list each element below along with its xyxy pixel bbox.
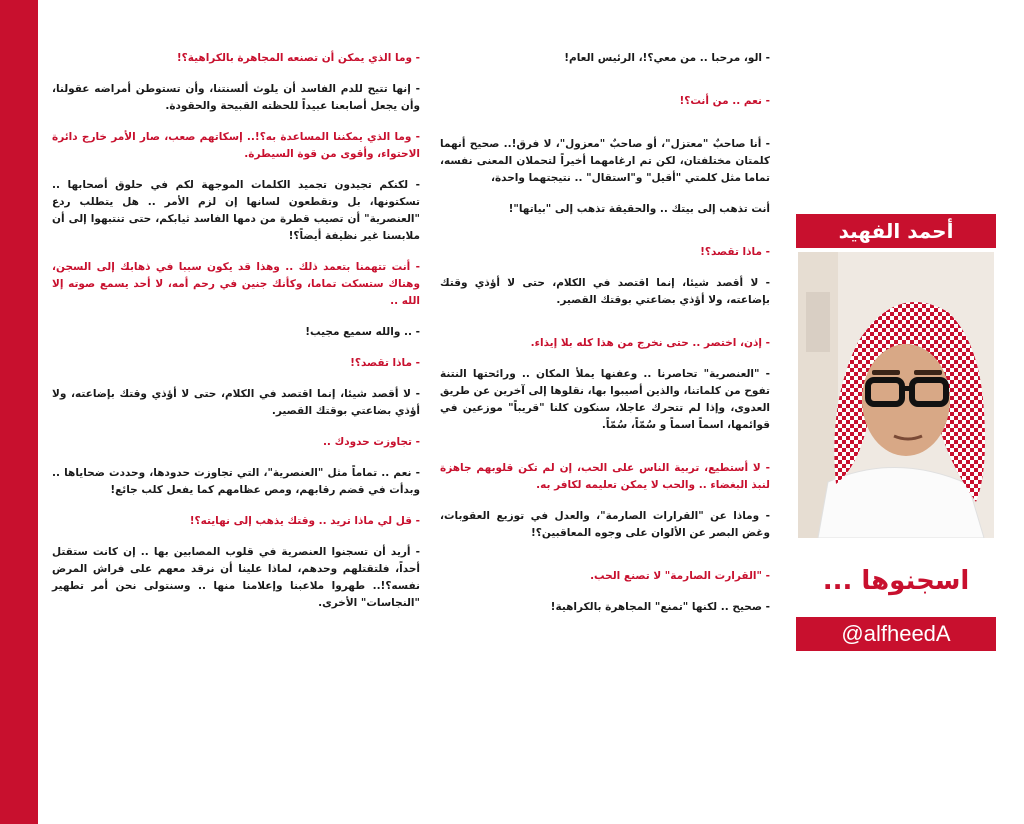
paragraph: - لا أقصد شيئا، إنما اقتصد في الكلام، حتى لا أؤذي وقتك بإضاعته، ولا أؤذي بضاعتي بوقتك القصير. xyxy=(440,277,770,306)
paragraph: - لكنكم تجيدون تجميد الكلمات الموجهة لكم في حلوق أصحابها .. تسكتونها، بل وتقطعون لسانها إن لزم الأمر .. هل يتطلب ردع "العنصرية" أن تصيب قطرة من دمها الفاسد ثيابكم، حتى تنتبهوا إلى أن ملابسنا غير نظيفة أيضاً؟! xyxy=(52,179,420,242)
paragraph: - أنت تتهمنا بتعمد ذلك .. وهذا قد يكون سببا في ذهابك إلى السجن، وهناك ستسكت تماما، وكأنك جنين في رحم أمه، لا أحد يسمع صوته إلا الله .. xyxy=(52,261,420,307)
paragraph: - لا أستطيع، تربية الناس على الحب، إن لم تكن قلوبهم جاهزة لنبذ البغضاء .. والحب لا يمكن تعليمه لكافر به. xyxy=(440,462,770,491)
text-column-left xyxy=(52,50,420,626)
paragraph: - تجاوزت حدودك .. xyxy=(322,436,420,448)
paragraph: - أنا صاحبٌ "معتزل"، أو صاحبٌ "معزول"، لا فرق!.. صحيح أنهما كلمتان مختلفتان، لكن تم ارغامهما أخيراً لتحملان المعنى نفسه، تماما مثل كلمتي "أقيل" و"استقال" .. نتيجتهما واحدة، xyxy=(440,138,770,184)
paragraph: - أريد أن تسجنوا العنصرية في قلوب المصابين بها .. إن كانت ستقتل أحداً، فلتقتلهم وحدهم، لماذا علينا أن نرقد معهم على فراش المرض نفسه؟!.. طهروا ملاعبنا وإعلامنا منها .. وسنتولى نحن أمر تطهير "النجاسات" الأخرى. xyxy=(52,546,420,609)
paragraph: - "القرارت الصارمة" لا تصنع الحب. xyxy=(590,570,770,582)
paragraph: - "العنصرية" تحاصرنا .. وعفنها يملأ المكان .. ورائحتها النتنة تفوح من كلماتنا، والذين أصيبوا بها، نقلوها إلى آخرين عن طريق العدوى، وإذا لم تتحرك عاجلا، سنكون كلنا "قريباً" موزعين في قوائمها، اسماً اسماً و سُمّاً، سُمّاً. xyxy=(440,368,770,431)
paragraph: - صحيح .. لكنها "تمنع" المجاهرة بالكراهية! xyxy=(550,601,770,613)
twitter-handle: @alfheedA xyxy=(796,617,996,651)
text-column-middle xyxy=(440,50,770,630)
paragraph: - وما الذي يمكن أن تصنعه المجاهرة بالكراهية؟! xyxy=(176,52,420,64)
author-name: أحمد الفهيد xyxy=(796,214,996,248)
paragraph: - وماذا عن "القرارات الصارمة"، والعدل في توزيع العقوبات، وغض البصر عن الألوان على وجوه المعاقبين؟! xyxy=(440,510,770,539)
paragraph: - ماذا تقصد؟! xyxy=(350,357,420,369)
author-photo xyxy=(798,252,994,538)
column-title: اسجنوها ... xyxy=(822,566,970,596)
paragraph: - .. والله سميع مجيب! xyxy=(305,326,420,338)
paragraph: - ماذا تقصد؟! xyxy=(700,246,770,258)
paragraph: - وما الذي يمكننا المساعدة به؟!.. إسكاتهم صعب، صار الأمر خارج دائرة الاحتواء، وأقوى من قوة السيطرة. xyxy=(52,131,420,160)
paragraph: - نعم .. من أنت؟! xyxy=(679,95,770,107)
left-red-bar xyxy=(0,0,38,824)
paragraph: - إذن، اختصر .. حتى نخرج من هذا كله بلا إيذاء. xyxy=(530,337,770,349)
paragraph: - إنها تتيح للدم الفاسد أن يلوث ألسنتنا، وأن تستوطن أمراضه عقولنا، وأن يجعل أصابعنا عبيداً للحظته القبيحة والحقودة. xyxy=(52,83,420,112)
paragraph: - لا أقصد شيئا، إنما اقتصد في الكلام، حتى لا أؤذي وقتك بإضاعته، ولا أؤذي بضاعتي بوقتك القصير. xyxy=(52,388,420,417)
paragraph: أنت تذهب إلى بيتك .. والحقيقة تذهب إلى "بياتها"! xyxy=(508,203,770,215)
author-portrait-icon xyxy=(798,252,994,538)
paragraph: - الو، مرحبا .. من معي؟!، الرئيس العام! xyxy=(564,52,770,64)
author-sidebar xyxy=(796,0,996,824)
paragraph: - قل لي ماذا تريد .. وقتك يذهب إلى نهايته؟! xyxy=(189,515,420,527)
paragraph: - نعم .. تماماً مثل "العنصرية"، التي تجاوزت حدودها، وحددت ضحاياها .. وبدأت في قضم رقابهم، ومص عظامهم كما يفعل كلب جائع! xyxy=(52,467,420,496)
